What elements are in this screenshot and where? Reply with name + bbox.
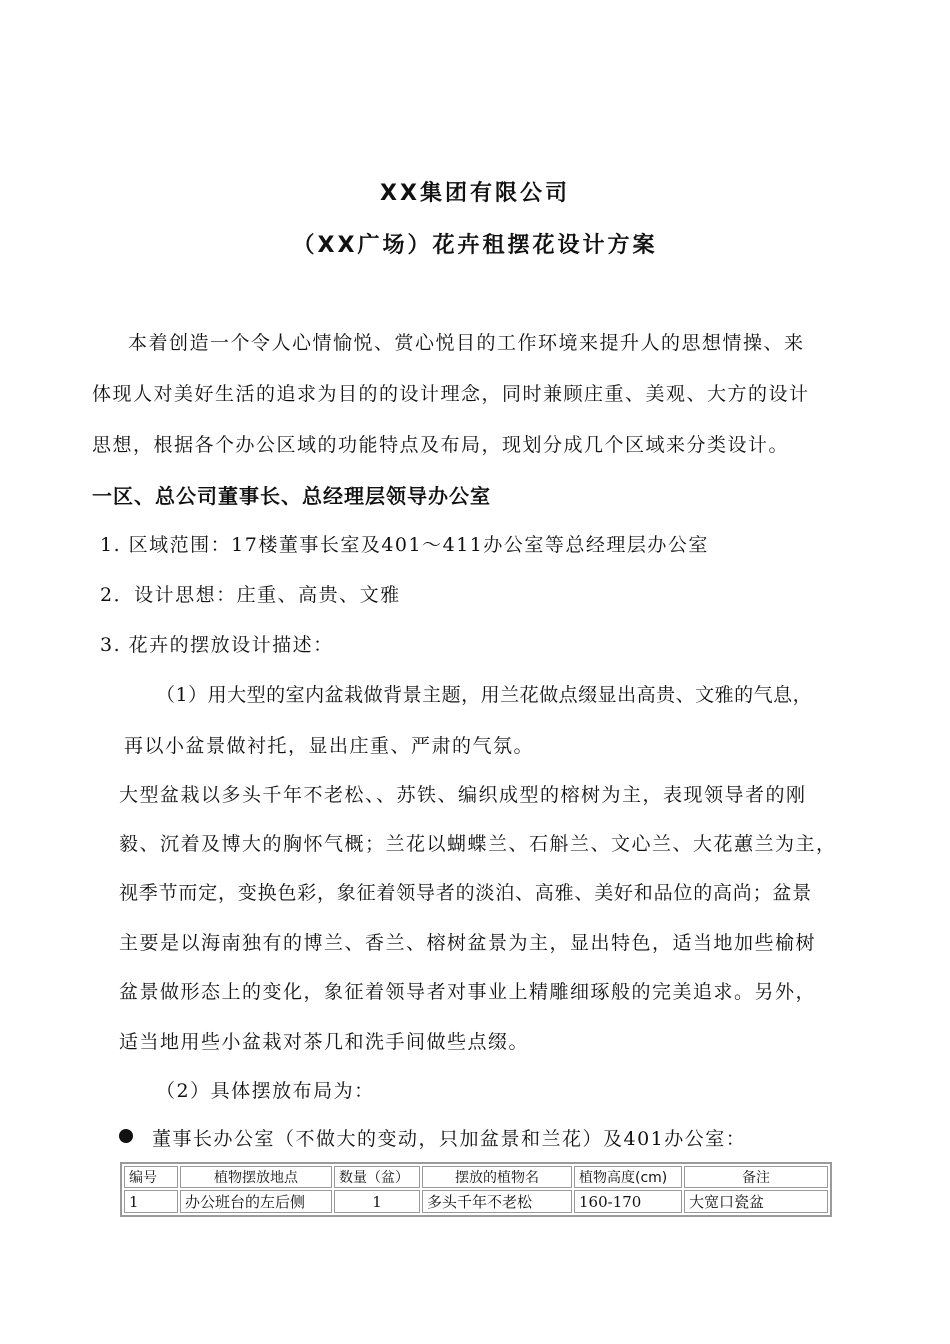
list-item: 2．设计思想：庄重、高贵、文雅 [100, 584, 401, 606]
sub-heading: （2）具体摆放布局为： [156, 1080, 375, 1102]
cell-quantity: 1 [334, 1190, 420, 1213]
col-header-notes: 备注 [684, 1166, 828, 1188]
body-line: 主要是以海南独有的博兰、香兰、榕树盆景为主，显出特色，适当地加些榆树 [119, 932, 817, 954]
plant-table [120, 1162, 832, 1217]
body-line: 毅、沉着及博大的胸怀气概；兰花以蝴蝶兰、石斛兰、文心兰、大花蕙兰为主， [119, 833, 837, 855]
col-header-quantity: 数量（盆） [334, 1166, 420, 1188]
sub-paragraph-line: 再以小盆景做衬托，显出庄重、严肃的气氛。 [124, 735, 535, 757]
section-heading: 一区、总公司董事长、总经理层领导办公室 [92, 484, 491, 508]
sub-paragraph-line: （1）用大型的室内盆栽做背景主题，用兰花做点缀显出高贵、文雅的气息， [156, 684, 813, 706]
body-line: 适当地用些小盆栽对茶几和洗手间做些点缀。 [119, 1031, 530, 1053]
list-item: 3. 花卉的摆放设计描述： [100, 634, 334, 656]
body-line: 大型盆栽以多头千年不老松、、苏铁、编织成型的榕树为主，表现领导者的刚 [119, 784, 807, 806]
table-header-row [124, 1166, 828, 1188]
body-line: 盆景做形态上的变化，象征着领导者对事业上精雕细琢般的完美追求。另外， [119, 981, 817, 1003]
body-line: 视季节而定，变换色彩，象征着领导者的淡泊、高雅、美好和品位的高尚；盆景 [119, 882, 813, 904]
intro-line: 思想，根据各个办公区域的功能特点及布局，现划分成几个区域来分类设计。 [92, 434, 790, 456]
list-item: 1. 区域范围：17楼董事长室及401～411办公室等总经理层办公室 [100, 534, 709, 556]
col-header-height: 植物高度(cm) [574, 1166, 682, 1188]
col-header-plant-name: 摆放的植物名 [422, 1166, 572, 1188]
bullet-text: 董事长办公室（不做大的变动，只加盆景和兰花）及401办公室： [152, 1128, 747, 1150]
document-subtitle: （XX广场）花卉租摆花设计方案 [292, 233, 658, 258]
intro-line: 本着创造一个令人心情愉悦、赏心悦目的工作环境来提升人的思想情操、来 [128, 332, 805, 354]
intro-line: 体现人对美好生活的追求为目的的设计理念，同时兼顾庄重、美观、大方的设计 [92, 383, 810, 405]
col-header-location: 植物摆放地点 [180, 1166, 332, 1188]
cell-number: 1 [124, 1190, 178, 1213]
document-title: XX集团有限公司 [380, 181, 570, 206]
cell-plant-name: 多头千年不老松 [422, 1190, 572, 1213]
cell-location: 办公班台的左后侧 [180, 1190, 332, 1213]
table-row [124, 1190, 828, 1213]
cell-notes: 大宽口瓷盆 [684, 1190, 828, 1213]
bullet-icon [119, 1129, 133, 1143]
col-header-number: 编号 [124, 1166, 178, 1188]
cell-height: 160-170 [574, 1190, 682, 1213]
